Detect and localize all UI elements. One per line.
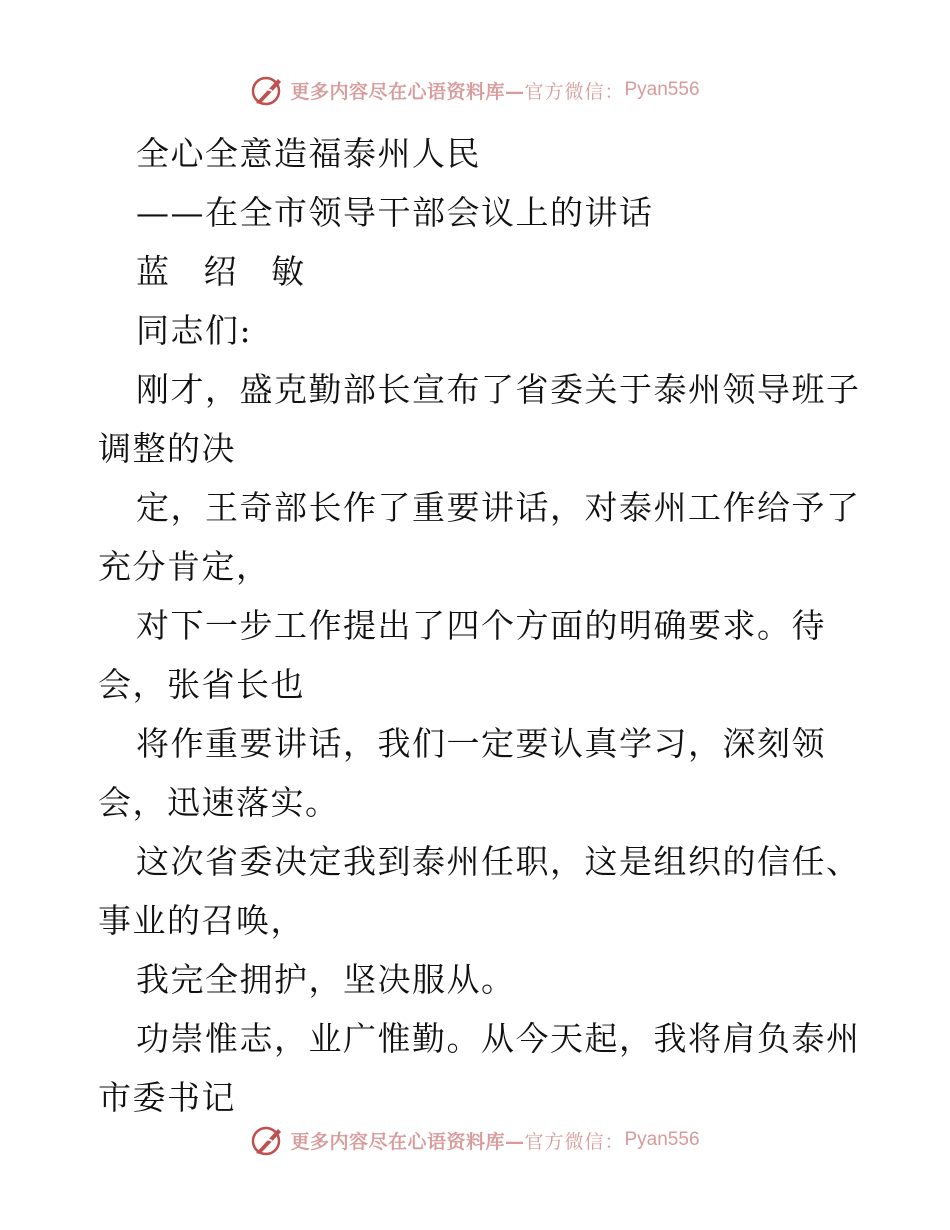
paragraph-line: 对下一步工作提出了四个方面的明确要求。待 <box>136 606 826 645</box>
paragraph-line: 将作重要讲话，我们一定要认真学习，深刻领 <box>136 724 826 763</box>
paragraph-line: 市委书记 <box>98 1078 236 1117</box>
watermark-wechat-id: Pyan556 <box>624 79 700 100</box>
watermark-wechat-label: 官方微信： <box>524 80 625 103</box>
document-author: 蓝 绍 敏 <box>136 252 316 291</box>
watermark-main-text: 更多内容尽在心语资料库— <box>290 80 525 103</box>
footer-watermark-banner <box>0 1120 950 1160</box>
watermark-wechat-id: Pyan556 <box>624 1129 700 1150</box>
header-watermark-banner <box>0 70 950 110</box>
paragraph-line: 这次省委决定我到泰州任职，这是组织的信任、 <box>136 842 861 881</box>
document-subtitle: ——在全市领导干部会议上的讲话 <box>136 193 654 232</box>
paragraph-line: 调整的决 <box>98 429 236 468</box>
paragraph-line: 我完全拥护，坚决服从。 <box>136 960 516 999</box>
watermark-wechat-label: 官方微信： <box>524 1130 625 1153</box>
quill-pen-logo-icon <box>250 1123 284 1157</box>
document-salutation: 同志们: <box>136 311 253 350</box>
watermark-main-text: 更多内容尽在心语资料库— <box>290 1130 525 1153</box>
document-body <box>98 124 861 1127</box>
paragraph-line: 会，迅速落实。 <box>98 783 340 822</box>
document-title: 全心全意造福泰州人民 <box>136 134 481 173</box>
paragraph-line: 功崇惟志，业广惟勤。从今天起，我将肩负泰州 <box>136 1019 861 1058</box>
quill-pen-logo-icon <box>250 73 284 107</box>
paragraph-line: 会，张省长也 <box>98 665 305 704</box>
paragraph-line: 充分肯定， <box>98 547 271 586</box>
paragraph-line: 刚才，盛克勤部长宣布了省委关于泰州领导班子 <box>136 370 861 409</box>
paragraph-line: 定，王奇部长作了重要讲话，对泰州工作给予了 <box>136 488 861 527</box>
paragraph-line: 事业的召唤， <box>98 901 305 940</box>
